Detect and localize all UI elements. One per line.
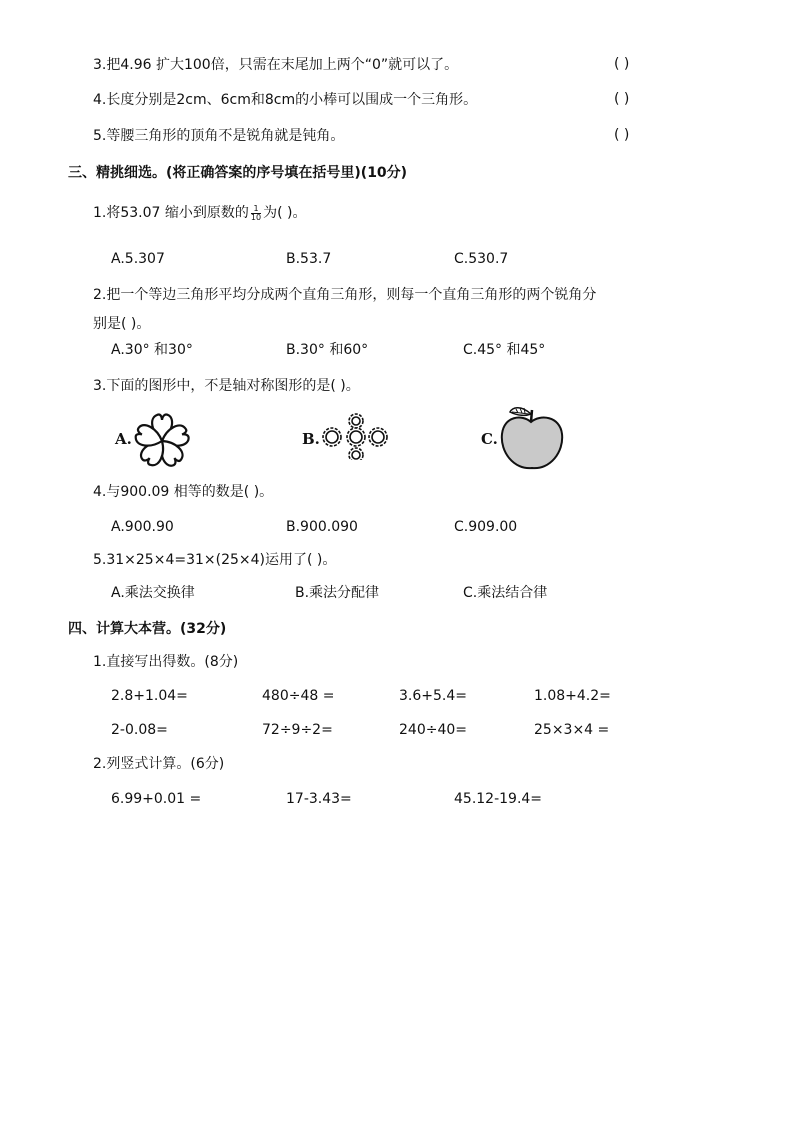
option-c[interactable]: C.909.00 — [454, 519, 518, 535]
flower-icon[interactable] — [131, 410, 193, 472]
option-a[interactable]: A.乘法交换律 — [111, 585, 195, 601]
choice-q4: 4.与900.09 相等的数是( )。 — [93, 484, 274, 500]
calc-item[interactable]: 3.6+5.4= — [399, 688, 467, 704]
calc-item[interactable]: 25×3×4 = — [534, 722, 610, 738]
option-b[interactable]: B.30° 和60° — [286, 342, 369, 358]
option-c[interactable]: C.530.7 — [454, 251, 509, 267]
calc-item[interactable]: 6.99+0.01 = — [111, 791, 202, 807]
q1-post: 为( )。 — [263, 205, 307, 221]
choice-q3: 3.下面的图形中，不是轴对称图形的是( )。 — [93, 378, 360, 394]
choice-q5: 5.31×25×4=31×(25×4)运用了( )。 — [93, 552, 337, 568]
calc-item[interactable]: 1.08+4.2= — [534, 688, 611, 704]
choice-q2-line1: 2.把一个等边三角形平均分成两个直角三角形，则每一个直角三角形的两个锐角分 — [93, 287, 597, 303]
option-a[interactable]: A.30° 和30° — [111, 342, 193, 358]
calc-item[interactable]: 2.8+1.04= — [111, 688, 188, 704]
option-c[interactable]: C.45° 和45° — [463, 342, 546, 358]
choice-q2-line2: 别是( )。 — [93, 316, 151, 332]
option-c-label[interactable]: C. — [481, 430, 498, 448]
fraction-denominator: 10 — [250, 212, 262, 222]
calc-item[interactable]: 240÷40= — [399, 722, 467, 738]
fraction — [251, 205, 261, 222]
option-a[interactable]: A.900.90 — [111, 519, 174, 535]
option-a-label[interactable]: A. — [115, 430, 132, 448]
apple-icon[interactable] — [498, 402, 566, 472]
option-c[interactable]: C.乘法结合律 — [463, 585, 548, 601]
option-a[interactable]: A.5.307 — [111, 251, 165, 267]
option-b[interactable]: B.900.090 — [286, 519, 358, 535]
calc-sub1-title: 1.直接写出得数。(8分) — [93, 654, 239, 670]
answer-paren[interactable]: ( ) — [614, 56, 630, 72]
answer-paren[interactable]: ( ) — [614, 127, 630, 143]
section-title-choice: 三、精挑细选。(将正确答案的序号填在括号里)(10分) — [68, 165, 408, 181]
judge-item-3: 3.把4.96 扩大100倍，只需在末尾加上两个“0”就可以了。 — [93, 57, 459, 73]
judge-item-4: 4.长度分别是2cm、6cm和8cm的小棒可以围成一个三角形。 — [93, 92, 478, 108]
choice-q1 — [93, 204, 306, 222]
calc-item[interactable]: 17-3.43= — [286, 791, 352, 807]
circles-icon[interactable] — [318, 410, 392, 466]
option-b[interactable]: B.53.7 — [286, 251, 332, 267]
answer-paren[interactable]: ( ) — [614, 91, 630, 107]
option-b-label[interactable]: B. — [302, 430, 320, 448]
calc-sub2-title: 2.列竖式计算。(6分) — [93, 756, 225, 772]
calc-item[interactable]: 45.12-19.4= — [454, 791, 543, 807]
judge-item-5: 5.等腰三角形的顶角不是锐角就是钝角。 — [93, 128, 345, 144]
fraction-numerator: 1 — [251, 205, 261, 214]
calc-item[interactable]: 480÷48 = — [262, 688, 335, 704]
calc-item[interactable]: 2-0.08= — [111, 722, 168, 738]
calc-item[interactable]: 72÷9÷2= — [262, 722, 333, 738]
section-title-calc: 四、计算大本营。(32分) — [68, 621, 227, 637]
q1-pre: 1.将53.07 缩小到原数的 — [93, 205, 249, 221]
option-b[interactable]: B.乘法分配律 — [295, 585, 380, 601]
